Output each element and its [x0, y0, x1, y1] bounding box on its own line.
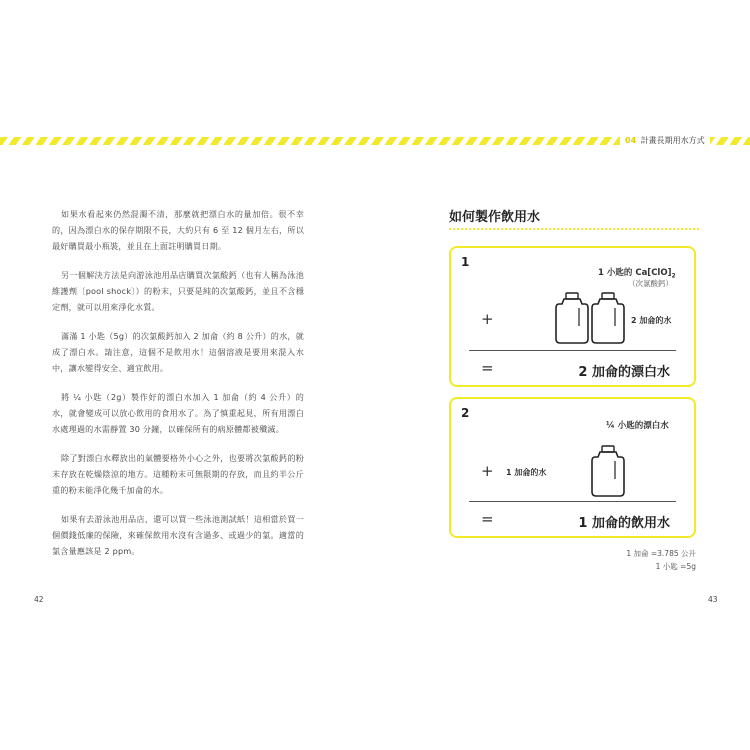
plus-sign: +	[481, 462, 494, 480]
chapter-title: 計畫長期用水方式	[640, 136, 705, 145]
left-page-text	[52, 206, 304, 572]
paragraph: 除了對漂白水釋放出的氣體要格外小心之外，也要將次氯酸鈣的粉末存放在乾燥陰涼的地方。這種粉末可無限期的存放，而且約半公斤重的粉末能淨化幾千加侖的水。	[52, 453, 304, 495]
water-label: 2 加侖的水	[631, 316, 672, 325]
paragraph: 如果水看起來仍然混濁不清，那麼就把漂白水的量加倍。很不幸的，因為漂白水的保存期限不長，大約只有 6 至 12 個月左右，所以最好購買最小瓶裝，並且在上面註明購買日期。	[52, 209, 304, 251]
step-1-box	[449, 246, 696, 387]
ingredient-label: ¼ 小匙的漂白水	[606, 421, 669, 431]
result-label: 2 加侖的漂白水	[578, 365, 670, 380]
conversion-note: 1 小匙 =5g	[655, 562, 696, 571]
title-dotted-underline	[449, 228, 699, 230]
equals-sign: =	[481, 359, 494, 377]
page-number-left: 42	[34, 595, 44, 604]
paragraph: 將 ¼ 小匙（2g）製作好的漂白水加入 1 加侖（約 4 公升）的水，就會變成可以放心飲用的食用水了。為了慎重起見，所有用漂白水處理過的水需靜置 30 分鐘，以確保所有的病原體都被殲滅。	[52, 392, 304, 434]
result-label: 1 加侖的飲用水	[578, 516, 670, 531]
hazard-stripe-band	[0, 137, 620, 145]
step-number: 1	[461, 255, 470, 269]
chapter-number: 04	[625, 136, 637, 145]
equals-sign: =	[481, 510, 494, 528]
ingredient-subscript: 2	[671, 272, 676, 280]
bottle-icon	[591, 445, 625, 497]
step-2-box	[449, 397, 696, 538]
paragraph: 滿滿 1 小匙（5g）的次氯酸鈣加入 2 加侖（約 8 公升）的水，就成了漂白水。請注意，這個不是飲用水！這個溶液是要用來混入水中，讓水變得安全、適宜飲用。	[52, 331, 304, 373]
step-number: 2	[461, 406, 470, 420]
conversion-notes	[626, 547, 696, 573]
page-number-right: 43	[708, 595, 718, 604]
paragraph: 如果有去游泳池用品店，還可以買一些泳池測試紙！這相當於買一個價錢低廉的保險，來確保飲用水沒有含過多、或過少的氯。適當的氯含量應該是 2 ppm。	[52, 514, 304, 556]
water-label: 1 加侖的水	[506, 468, 547, 477]
bottle-icon	[555, 292, 589, 344]
chapter-header	[625, 136, 705, 146]
ingredient-text: 1 小匙的 Ca[ClO]	[598, 268, 672, 278]
ingredient-note: （次氯酸鈣）	[628, 279, 673, 288]
divider-rule	[469, 350, 676, 351]
plus-sign: +	[481, 310, 494, 328]
divider-rule	[469, 501, 676, 502]
section-title: 如何製作飲用水	[449, 210, 541, 225]
conversion-note: 1 加侖 =3.785 公升	[626, 549, 696, 558]
paragraph: 另一個解決方法是向游泳池用品店購買次氯酸鈣（也有人稱為泳池維護劑〔pool shock〕）的粉末，只要是純的次氯酸鈣，並且不含穩定劑，就可以用來淨化水質。	[52, 270, 304, 312]
hazard-stripe-band-end	[710, 137, 750, 145]
bottle-icon	[591, 292, 625, 344]
